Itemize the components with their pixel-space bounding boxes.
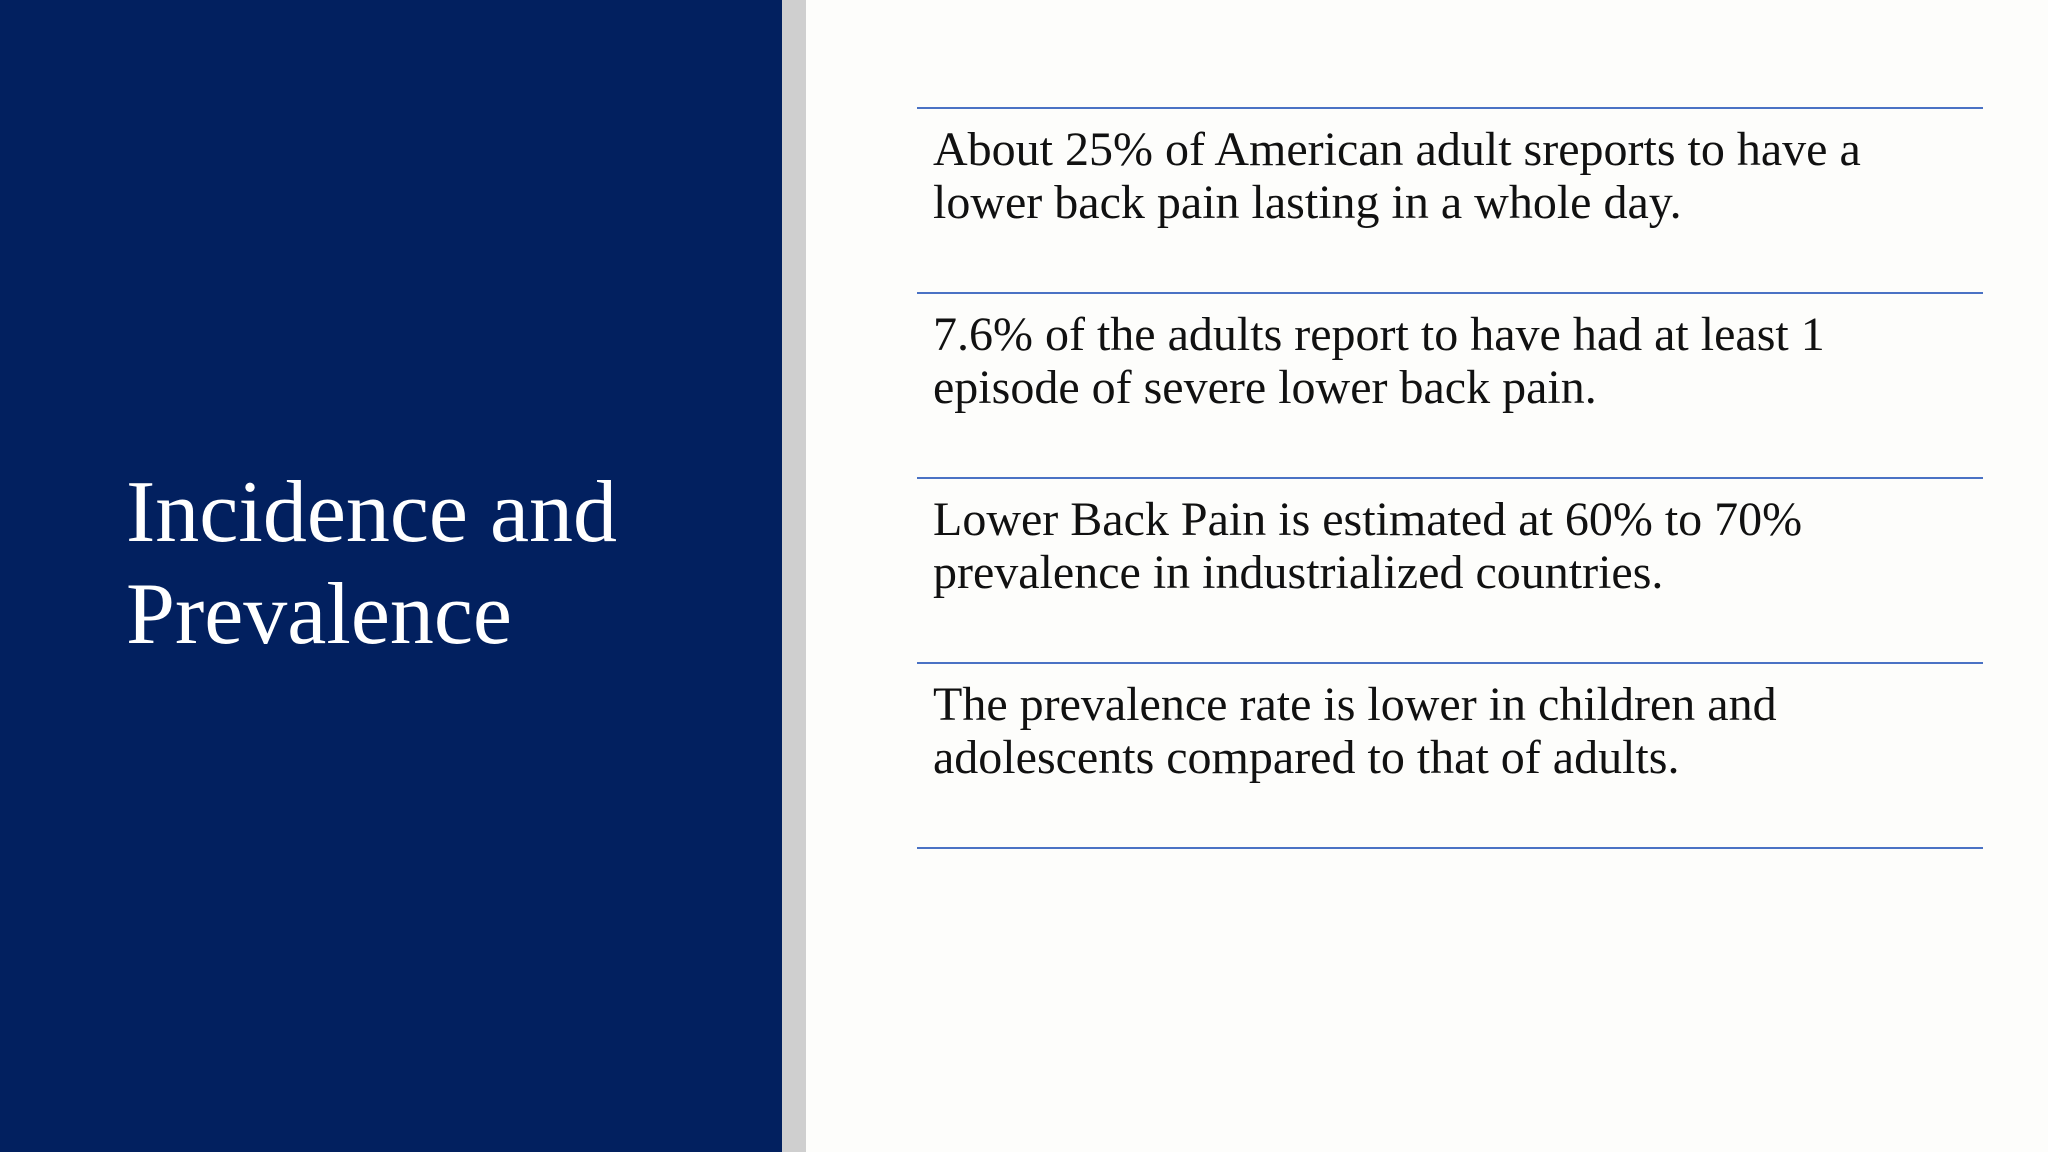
list-item: The prevalence rate is lower in children and adolescents compared to that of adults. bbox=[917, 664, 1983, 849]
bullet-list bbox=[917, 107, 1983, 849]
slide-title: Incidence and Prevalence bbox=[126, 464, 618, 663]
title-panel bbox=[0, 0, 782, 1152]
list-item: 7.6% of the adults report to have had at least 1 episode of severe lower back pain. bbox=[917, 294, 1983, 479]
list-item: About 25% of American adult sreports to have a lower back pain lasting in a whole day. bbox=[917, 109, 1983, 294]
panel-divider bbox=[782, 0, 806, 1152]
list-item: Lower Back Pain is estimated at 60% to 70% prevalence in industrialized countries. bbox=[917, 479, 1983, 664]
